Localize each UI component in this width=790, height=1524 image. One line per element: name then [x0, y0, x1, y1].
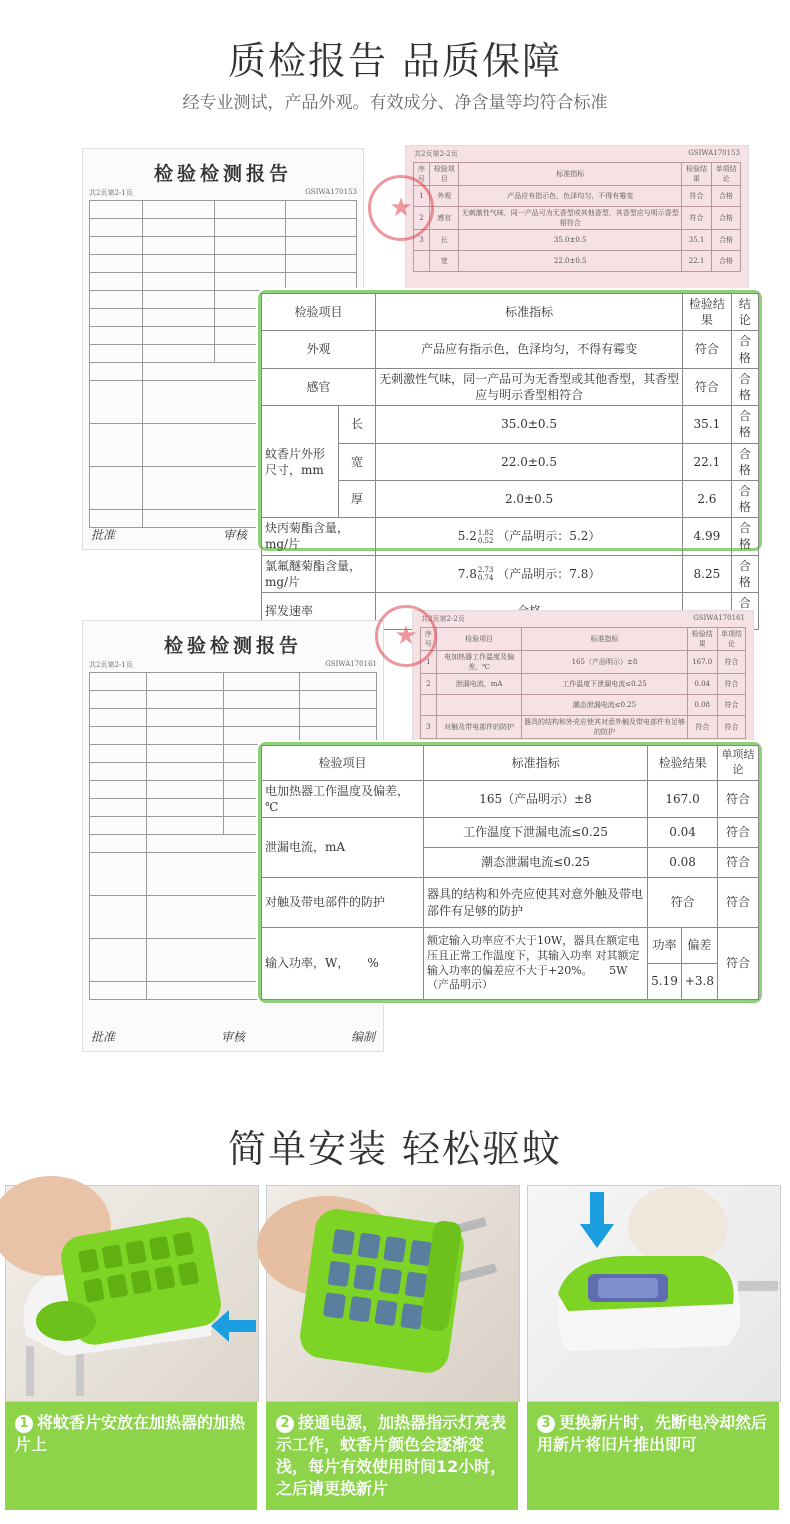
- report1-signatures: 批准 审核: [91, 528, 248, 542]
- page-title: 质检报告 品质保障: [227, 39, 563, 83]
- report2-page2-code: GSIWA170161: [693, 614, 745, 622]
- step-number-badge: 3: [537, 1415, 555, 1433]
- report1-page2: [405, 145, 749, 297]
- arrow-icon: [211, 1306, 256, 1346]
- report2-page-label: 共2页第2-1页: [89, 661, 133, 669]
- report2-pink-table: 序号 检验项目 标准指标 检验结果 单项结论 1 电加热器工作温度及偏差，℃ 165（产品明示）±8 167.0 符合 2 泄漏电流，mA 工作温度下泄漏电流≤0.25 0.04 符合 潮态泄漏电流≤0.25 0.08 符合 3 对触及带电部件的防护 器具的结构和外壳应使其对意外触及带电部件有足够的防护 符合 符合: [420, 627, 746, 739]
- section-title: 简单安装 轻松驱蚊: [227, 1127, 563, 1171]
- report1-code: GSIWA170153: [305, 188, 357, 196]
- step-number-badge: 2: [276, 1415, 294, 1433]
- step1-photo: [5, 1185, 259, 1402]
- report2-zoom-table: 检验项目 标准指标 检验结果 单项结论 电加热器工作温度及偏差，℃ 165（产品明示）±8 167.0 符合 泄漏电流，mA 工作温度下泄漏电流≤0.25 0.04 符合 潮态泄漏电流≤0.25 0.08 符合 对触及带电部件的防护 器具的结构和外壳应使其对意外触及带电部件有足够的防护 符合 符合 输入功率，W， % 额定输入功率应不大于10W，器具在额定电压且正常工作温度下，其输入功率 对其额定输入功率的偏差应不大于+20%。 5W（产品明示） 功率 偏差 符合 5.19 +3.8: [261, 745, 759, 1000]
- step2-photo: [266, 1185, 520, 1402]
- report2-page2: [412, 610, 754, 752]
- stamp-icon: ★: [375, 605, 437, 667]
- report1-zoom-table: 检验项目 标准指标 检验结果 结论 外观 产品应有指示色，色泽均匀，不得有霉变 符合 合格 感官 无刺激性气味，同一产品可为无香型或其他香型，其香型应与明示香型相符合 符合 合格 蚊香片外形尺寸，mm 长 35.0±0.5 35.1 合格 宽 22.0±0.5 22.1 合格 厚 2.0±0.5 2.6 合格 炔丙菊酯含量，mg/片 5.2 1.82 0.52 （产品明示：5.2） 4.99 合格 氯氟醚菊酯含量，mg/片 7.8 2.73 0.74 （产品明示：7.8） 8.25 合格 挥发速率 合: [261, 293, 759, 630]
- report1-page2-label: 共2页第2-2页: [414, 150, 458, 158]
- step1-caption: 1 将蚊香片安放在加热器的加热片上: [5, 1402, 257, 1510]
- report2-title: 检验检测报告: [163, 635, 302, 657]
- report1-title: 检验检测报告: [153, 163, 292, 185]
- step2-caption: 2 接通电源，加热器指示灯亮表示工作，蚊香片颜色会逐渐变浅，每片有效使用时间12小时，之后请更换新片: [266, 1402, 518, 1510]
- step-number-badge: 1: [15, 1415, 33, 1433]
- report1-page2-code: GSIWA170153: [688, 149, 740, 157]
- report2-code: GSIWA170161: [325, 660, 377, 668]
- step3-photo: [527, 1185, 781, 1402]
- report2-page2-label: 共2页第2-2页: [421, 615, 465, 623]
- report1-pink-table: 序号 检验项目 标准指标 检验结果 单项结论 1 外观 产品应有指示色，色泽均匀，不得有霉变 符合 合格 2 感官 无刺激性气味，同一产品可为无香型或其他香型，其香型应与明示香型相符合 符合 合格 3 长 35.0±0.5 35.1 合格 宽 22.0±0.5 22.1 合格: [413, 162, 741, 272]
- report1-page-label: 共2页第2-1页: [89, 189, 133, 197]
- stamp-icon: ★: [368, 175, 434, 241]
- report2-zoom-card: [258, 742, 762, 1003]
- step3-caption: 3 更换新片时，先断电冷却然后用新片将旧片推出即可: [527, 1402, 779, 1510]
- report2-signatures: 批准 审核 编制: [91, 1030, 375, 1044]
- page-subtitle: 经专业测试，产品外观。有效成分、净含量等均符合标准: [182, 93, 608, 113]
- arrow-icon: [580, 1192, 614, 1248]
